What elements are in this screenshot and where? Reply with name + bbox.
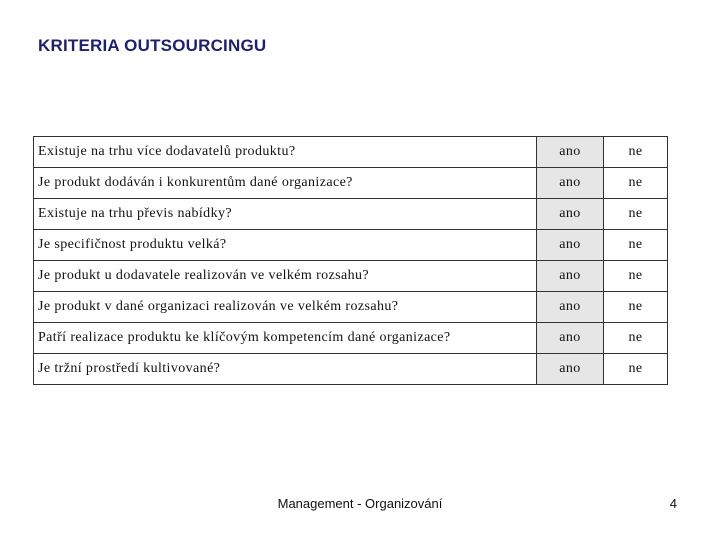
question-cell: Je produkt v dané organizaci realizován ve velkém rozsahu? <box>34 292 537 323</box>
table-row <box>34 199 668 230</box>
question-cell: Je produkt u dodavatele realizován ve velkém rozsahu? <box>34 261 537 292</box>
answer-yes-cell: ano <box>537 230 604 261</box>
table-row <box>34 230 668 261</box>
answer-no-cell: ne <box>604 292 668 323</box>
answer-no-cell: ne <box>604 168 668 199</box>
answer-yes-cell: ano <box>537 354 604 385</box>
table-row <box>34 261 668 292</box>
table-row <box>34 292 668 323</box>
criteria-table <box>33 136 668 385</box>
table-row <box>34 168 668 199</box>
question-cell: Existuje na trhu převis nabídky? <box>34 199 537 230</box>
answer-no-cell: ne <box>604 354 668 385</box>
answer-yes-cell: ano <box>537 261 604 292</box>
question-cell: Je produkt dodáván i konkurentům dané organizace? <box>34 168 537 199</box>
answer-no-cell: ne <box>604 261 668 292</box>
answer-yes-cell: ano <box>537 137 604 168</box>
answer-yes-cell: ano <box>537 168 604 199</box>
question-cell: Je specifičnost produktu velká? <box>34 230 537 261</box>
slide-title: KRITERIA OUTSOURCINGU <box>38 36 267 55</box>
answer-no-cell: ne <box>604 323 668 354</box>
answer-yes-cell: ano <box>537 292 604 323</box>
page-number: 4 <box>669 496 677 511</box>
table-row <box>34 137 668 168</box>
answer-yes-cell: ano <box>537 323 604 354</box>
question-cell: Patří realizace produktu ke klíčovým kompetencím dané organizace? <box>34 323 537 354</box>
footer-text: Management - Organizování <box>277 496 443 511</box>
answer-no-cell: ne <box>604 137 668 168</box>
table-row <box>34 354 668 385</box>
table-row <box>34 323 668 354</box>
answer-yes-cell: ano <box>537 199 604 230</box>
question-cell: Existuje na trhu více dodavatelů produktu? <box>34 137 537 168</box>
answer-no-cell: ne <box>604 230 668 261</box>
question-cell: Je tržní prostředí kultivované? <box>34 354 537 385</box>
answer-no-cell: ne <box>604 199 668 230</box>
